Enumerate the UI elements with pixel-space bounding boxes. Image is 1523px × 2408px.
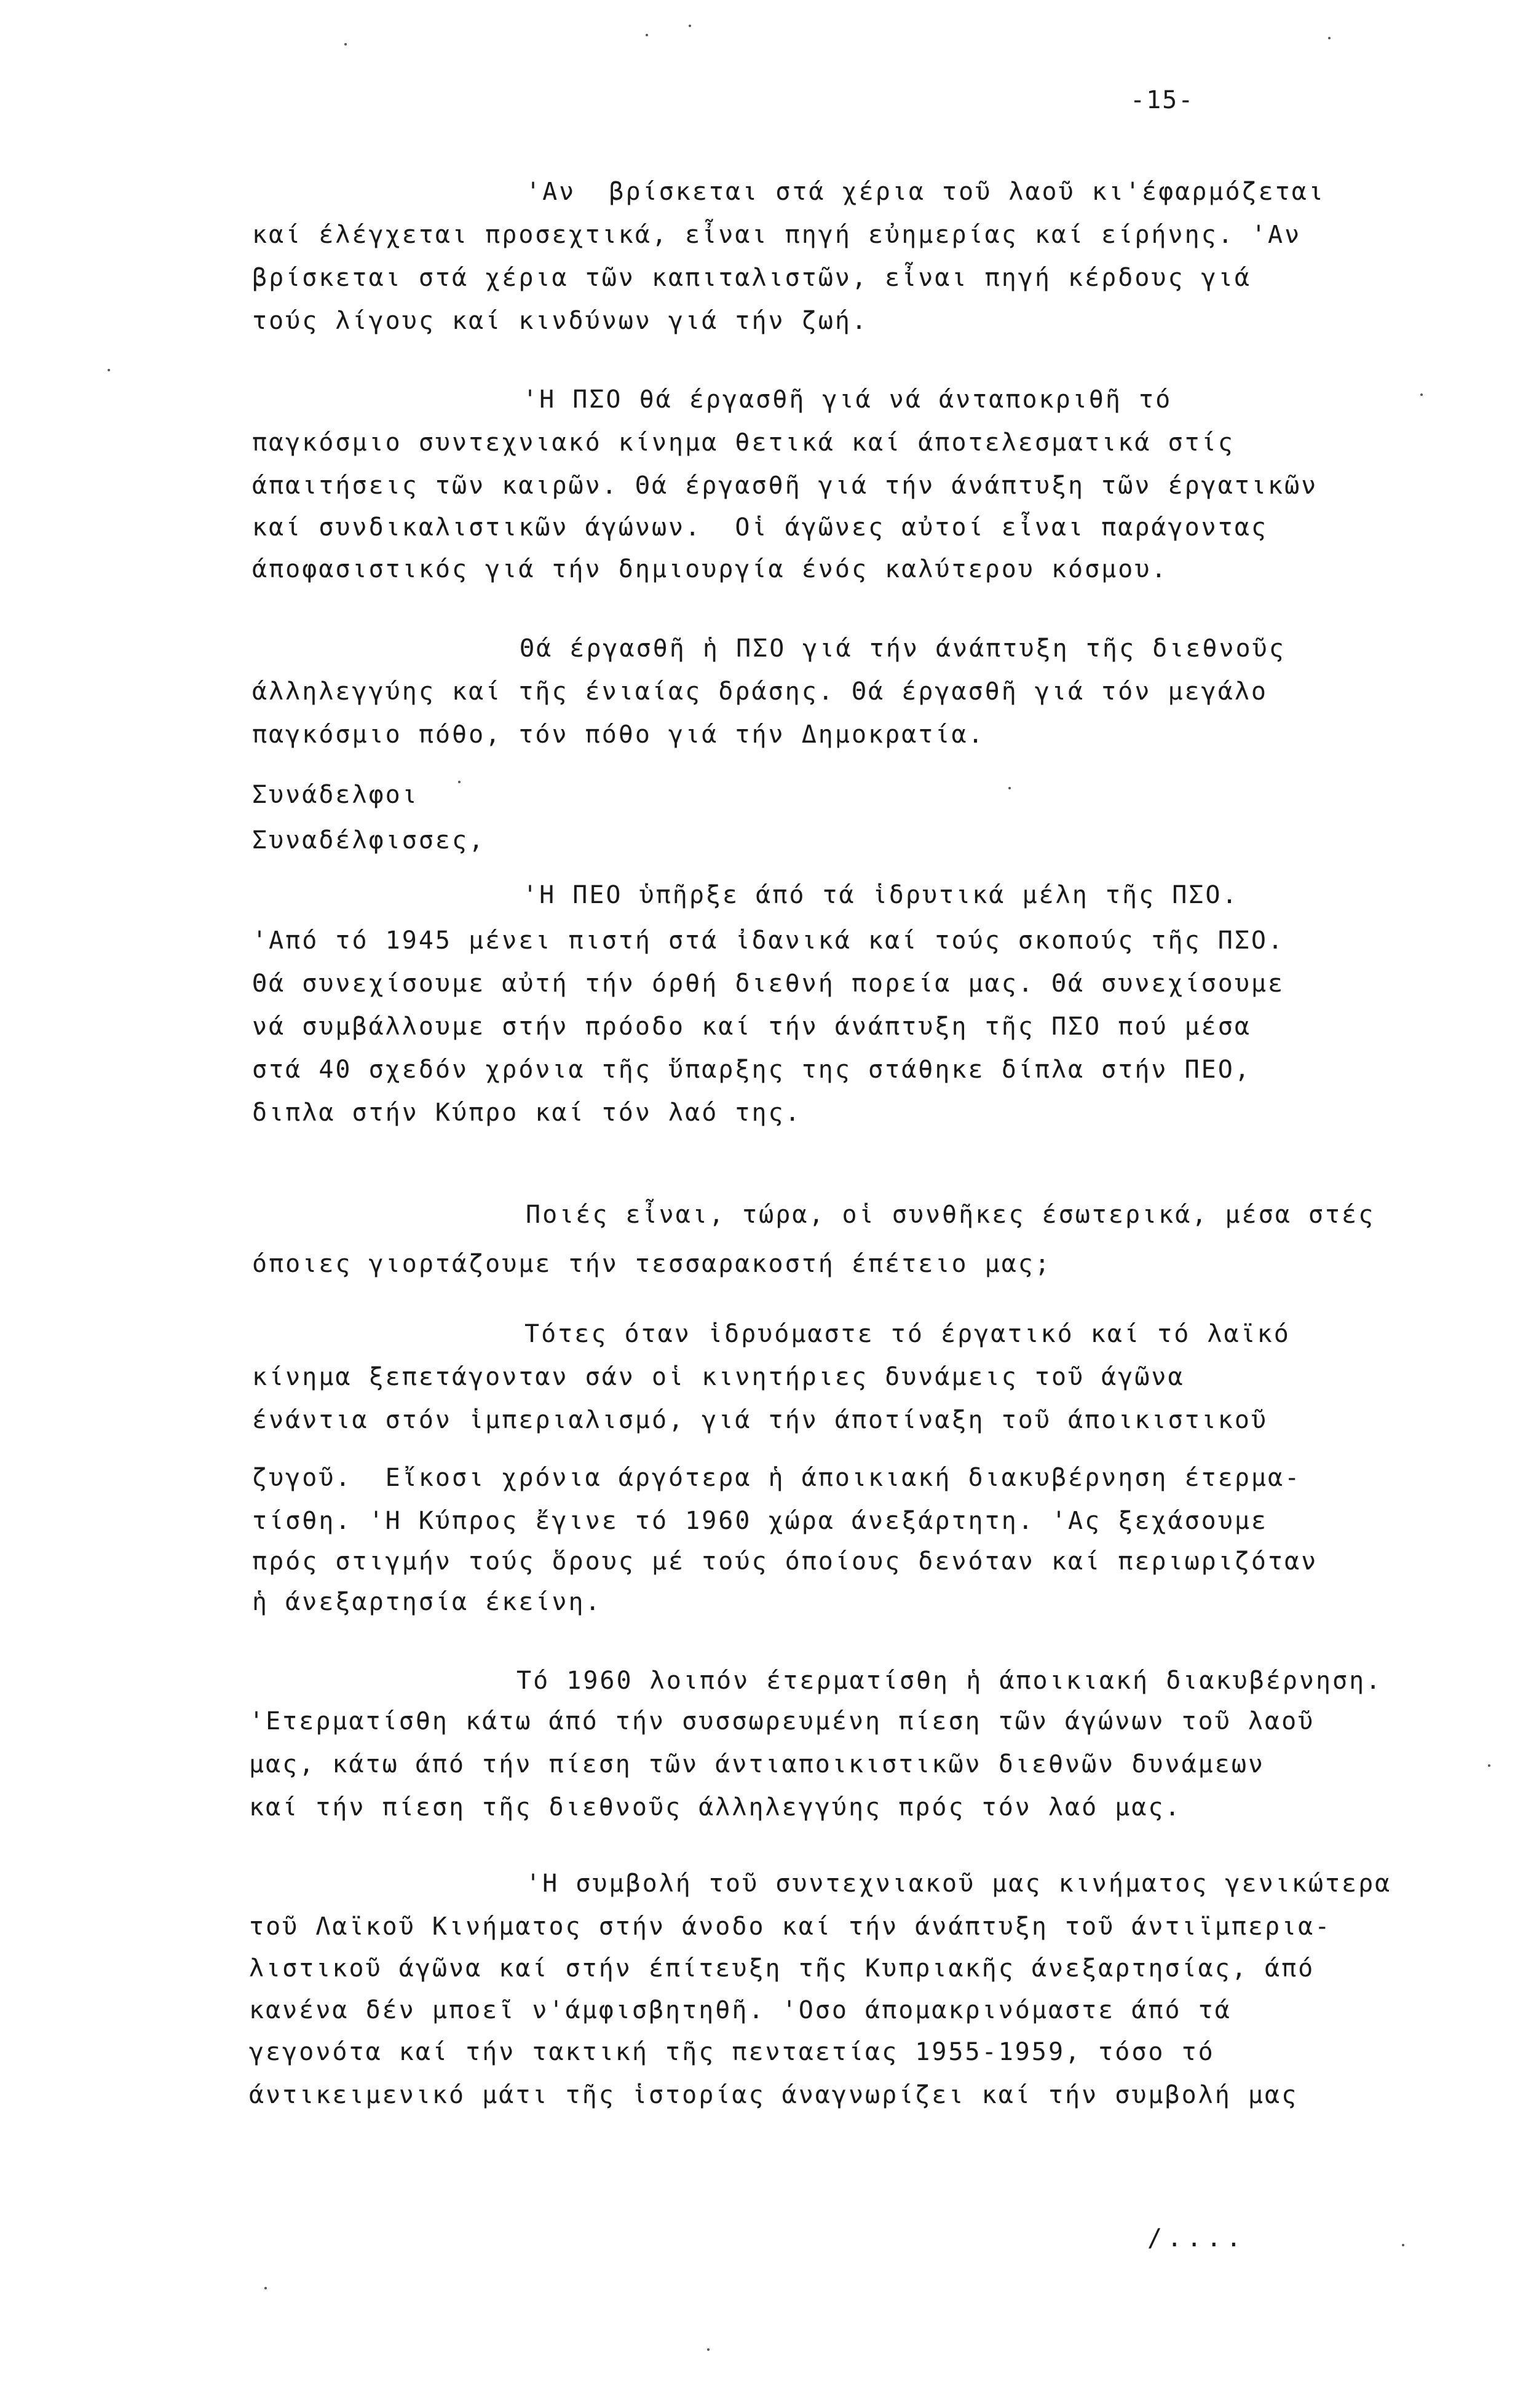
text-line: Τότες όταν ἱδρυόμαστε τό έργατικό καί τό λαϊκό [524,1320,1291,1348]
text-line: 'Αν βρίσκεται στά χέρια τοῦ λαοῦ κι'έφαρμόζεται [526,178,1325,206]
text-line: παγκόσμιο πόθο, τόν πόθο γιά τήν Δημοκρατία. [252,720,985,749]
text-line: Συνάδελφοι [252,781,419,809]
text-line: μας, κάτω άπό τήν πίεση τῶν άντιαποικιστικῶν διεθνῶν δυνάμεων [249,1750,1265,1778]
scan-speck [1328,37,1331,39]
text-line: άντικειμενικό μάτι τῆς ἱστορίας άναγνωρίζει καί τήν συμβολή μας [249,2081,1299,2109]
page-number: -15- [1130,86,1195,114]
text-line: όποιες γιορτάζουμε τήν τεσσαρακοστή έπέτειο μας; [252,1250,1051,1278]
text-line: ζυγοῦ. Εἴκοσι χρόνια άργότερα ἡ άποικιακή διακυβέρνηση έτερμα- [252,1464,1302,1492]
scan-speck [1420,393,1423,396]
text-line: στά 40 σχεδόν χρόνια τῆς ὕπαρξης της στάθηκε δίπλα στήν ΠΕΟ, [252,1056,1251,1084]
text-line: τούς λίγους καί κινδύνων γιά τήν ζωή. [252,307,869,335]
text-line: καί συνδικαλιστικῶν άγώνων. Οἱ άγῶνες αὐτοί εἶναι παράγοντας [252,513,1268,542]
continuation-mark: /.... [1147,2224,1246,2252]
scan-speck [707,2348,710,2351]
text-line: τοῦ Λαϊκοῦ Κινήματος στήν άνοδο καί τήν άνάπτυξη τοῦ άντιϊμπερια- [249,1913,1332,1941]
text-line: καί τήν πίεση τῆς διεθνοῦς άλληλεγγύης πρός τόν λαό μας. [249,1793,1182,1822]
scan-speck [1488,1764,1490,1767]
text-line: τίσθη. 'Η Κύπρος ἔγινε τό 1960 χώρα άνεξάρτητη. 'Ας ξεχάσουμε [252,1507,1268,1535]
text-line: κίνημα ξεπετάγονταν σάν οἱ κινητήριες δυνάμεις τοῦ άγῶνα [252,1363,1185,1391]
scan-speck [1402,2244,1404,2246]
text-line: άποφασιστικός γιά τήν δημιουργία ένός καλύτερου κόσμου. [252,555,1168,583]
text-line: ένάντια στόν ἱμπεριαλισμό, γιά τήν άποτίναξη τοῦ άποικιστικοῦ [252,1406,1268,1434]
scan-speck [344,43,347,45]
text-line: Συναδέλφισσες, [252,826,486,855]
text-line: άλληλεγγύης καί τῆς ένιαίας δράσης. Θά έργασθῆ γιά τόν μεγάλο [252,677,1268,706]
text-line: παγκόσμιο συντεχνιακό κίνημα θετικά καί άποτελεσματικά στίς [252,428,1235,457]
text-line: 'Ετερματίσθη κάτω άπό τήν συσσωρευμένη πίεση τῶν άγώνων τοῦ λαοῦ [249,1707,1315,1735]
text-line: Ποιές εἶναι, τώρα, οἱ συνθῆκες έσωτερικά, μέσα στές [526,1201,1375,1229]
text-line: άπαιτήσεις τῶν καιρῶν. Θά έργασθῆ γιά τήν άνάπτυξη τῶν έργατικῶν [252,472,1318,500]
text-line: 'Από τό 1945 μένει πιστή στά ἰδανικά καί τούς σκοπούς τῆς ΠΣΟ. [252,926,1285,955]
text-line: πρός στιγμήν τούς ὅρους μέ τούς όποίους δενόταν καί περιωριζόταν [252,1547,1318,1576]
scan-speck [458,781,461,783]
text-line: Θά έργασθῆ ἡ ΠΣΟ γιά τήν άνάπτυξη τῆς διεθνοῦς [520,634,1286,663]
scan-speck [108,369,110,371]
text-line: βρίσκεται στά χέρια τῶν καπιταλιστῶν, εἶναι πηγή κέρδους γιά [252,264,1251,292]
text-line: 'Η συμβολή τοῦ συντεχνιακοῦ μας κινήματος γενικώτερα [526,1869,1392,1898]
text-line: νά συμβάλλουμε στήν πρόοδο καί τήν άνάπτυξη τῆς ΠΣΟ πού μέσα [252,1013,1251,1041]
text-line: 'Η ΠΕΟ ὑπῆρξε άπό τά ἱδρυτικά μέλη τῆς ΠΣΟ. [523,881,1239,909]
text-line: κανένα δέν μποεῖ ν'άμφισβητηθῆ. 'Οσο άπομακρινόμαστε άπό τά [249,1996,1232,2024]
text-line: διπλα στήν Κύπρο καί τόν λαό της. [252,1099,802,1127]
text-line: καί έλέγχεται προσεχτικά, εἶναι πηγή εὐημερίας καί είρήνης. 'Αν [252,221,1302,249]
text-line: 'Η ΠΣΟ θά έργασθῆ γιά νά άνταποκριθῆ τό [523,385,1173,414]
text-line: ἡ άνεξαρτησία έκείνη. [252,1588,602,1616]
text-line: Θά συνεχίσουμε αὐτή τήν όρθή διεθνή πορεία μας. Θά συνεχίσουμε [252,969,1285,998]
text-line: Τό 1960 λοιπόν έτερματίσθη ἡ άποικιακή διακυβέρνηση. [516,1667,1383,1695]
scan-speck [646,34,648,36]
text-line: λιστικοῦ άγῶνα καί στήν έπίτευξη τῆς Κυπριακῆς άνεξαρτησίας, άπό [249,1954,1315,1983]
scan-speck [264,2287,267,2289]
text-line: γεγονότα καί τήν τακτική τῆς πενταετίας 1955-1959, τόσο τό [249,2038,1215,2066]
scan-speck [1008,787,1011,789]
scan-speck [689,25,691,27]
